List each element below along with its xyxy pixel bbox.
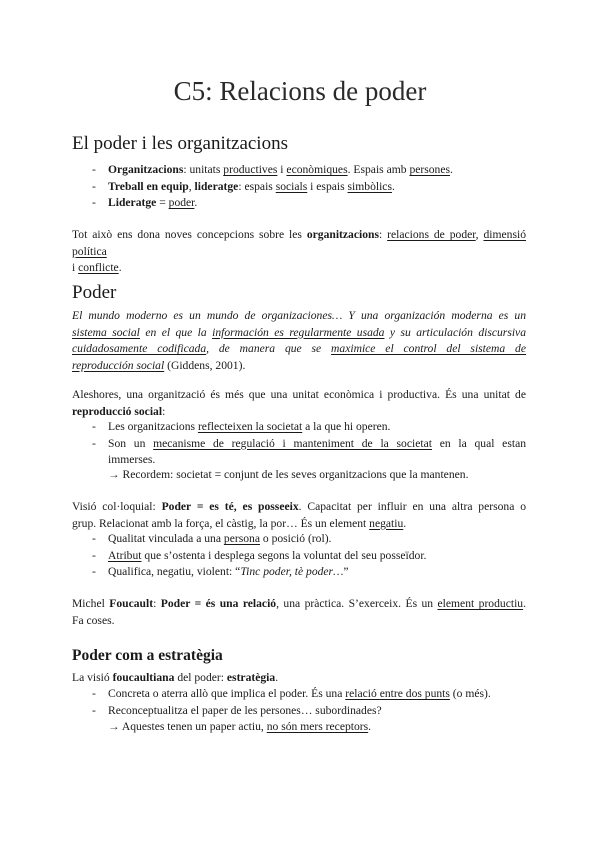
page-title: C5: Relacions de poder <box>173 76 427 106</box>
list-item: - Qualitat vinculada a una persona o posició (rol). <box>92 532 332 545</box>
list-item: - Atribut que s’ostenta i desplega segons la voluntat del seu posseïdor. <box>92 548 427 562</box>
list-item: - Reconceptualitza el paper de les persones… subordinades? <box>92 703 382 717</box>
list-item: - Lideratge = poder. <box>92 196 198 209</box>
reproduccio-list <box>72 419 526 469</box>
list-item: - Qualifica, negatiu, violent: “Tinc poder, tè poder…” <box>92 565 349 578</box>
arrow-note-receptors: → Aquestes tenen un paper actiu, no són mers receptors. <box>108 720 372 733</box>
paragraph-foucault: Michel Foucault: Poder = és una relació, una pràctica. S’exerceix. És un element productiu. Fa coses. <box>72 597 526 627</box>
giddens-quote: El mundo moderno es un mundo de organizaciones… Y una organización moderna es un sistema social en el que la información es regularmente usada y su articulación discursiva cuidadosamente codificada, de manera que se maximice el control del sistema de reproducción social (Giddens, 2001). <box>72 309 526 372</box>
organitzacions-list <box>72 162 526 212</box>
list-item: - Les organitzacions reflecteixen la societat a la que hi operen. <box>92 420 391 433</box>
paragraph-foucaultiana: La visió foucaultiana del poder: estratègia. <box>72 671 279 684</box>
section-heading-organitzacions: El poder i les organitzacions <box>72 133 288 154</box>
paragraph-concepcions: Tot això ens dona noves concepcions sobre les organitzacions: relacions de poder, dimensió política i conflicte. <box>72 228 526 274</box>
list-item: - Treball en equip, lideratge: espais socials i espais simbòlics. <box>92 179 395 193</box>
section-heading-estrategia: Poder com a estratègia <box>72 647 223 664</box>
list-item: - Son un mecanisme de regulació i manteniment de la societat en la qual estan immerses. <box>92 436 527 466</box>
section-heading-poder: Poder <box>72 282 117 303</box>
paragraph-visio-colloquial: Visió col·loquial: Poder = es té, es posseeix. Capacitat per influir en una altra persona o grup. Relacionat amb la força, el càstig, la por… És un element negatiu. <box>72 500 527 530</box>
estrategia-list <box>72 686 526 719</box>
arrow-note-societat: → Recordem: societat = conjunt de les seves organitzacions que la mantenen. <box>108 468 469 481</box>
list-item: - Concreta o aterra allò que implica el poder. És una relació entre dos punts (o més). <box>92 687 491 700</box>
paragraph-aleshores: Aleshores, una organització és més que una unitat econòmica i productiva. És una unitat de reproducció social: <box>72 388 526 418</box>
list-item: - Organitzacions: unitats productives i econòmiques. Espais amb persones. <box>92 163 453 176</box>
visio-colloquial-list <box>72 531 526 581</box>
